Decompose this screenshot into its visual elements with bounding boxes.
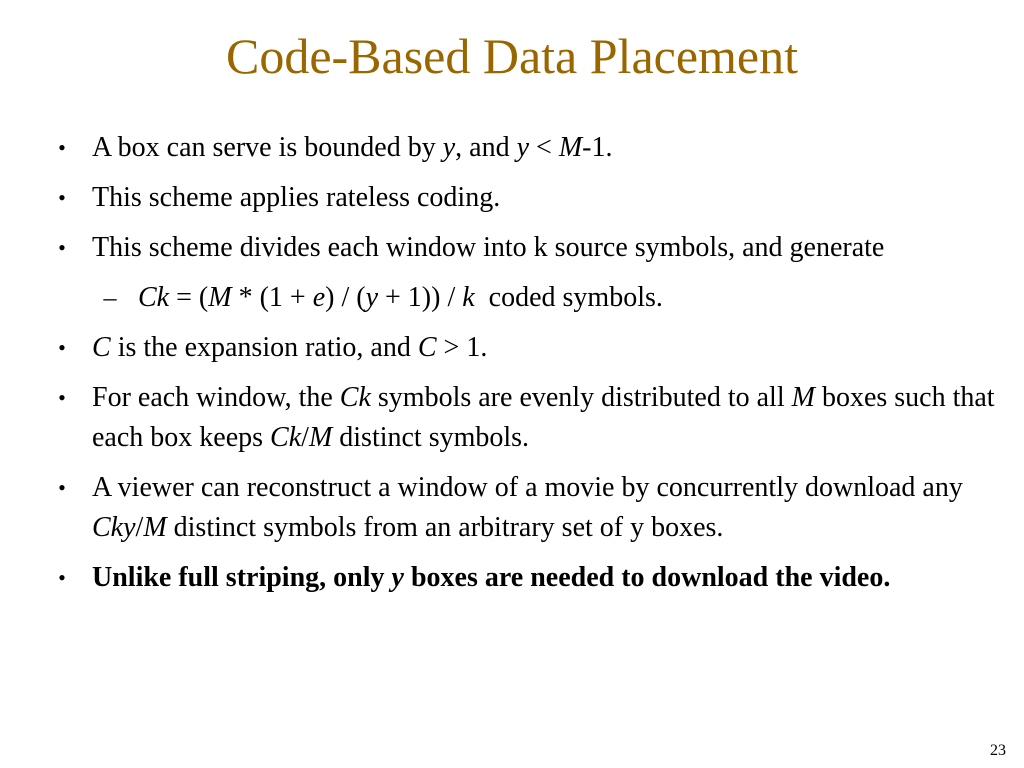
text-run: = (: [169, 282, 209, 313]
text-run: * (1 +: [231, 282, 313, 313]
text-run: distinct symbols.: [332, 422, 530, 453]
text-run-italic: e: [312, 282, 326, 313]
text-run: This scheme divides each window into k source symbols, and generate: [92, 232, 885, 263]
bullet-item: [0, 178, 1000, 218]
bullet-item: [0, 468, 1000, 548]
bullet-item-emphasis: [0, 558, 1000, 598]
bullet-list: [0, 128, 1000, 608]
text-run: distinct symbols from an arbitrary set of y boxes.: [166, 512, 724, 543]
sub-bullet-item: [0, 278, 1000, 318]
text-run-italic: M: [208, 282, 232, 313]
bullet-text: [92, 132, 612, 163]
text-run-italic: y: [391, 562, 404, 593]
text-run: -1.: [582, 132, 613, 163]
bullet-text: [92, 232, 884, 263]
text-run: ) / (: [325, 282, 366, 313]
bullet-marker: •: [58, 565, 66, 590]
bullet-marker: •: [58, 235, 66, 260]
text-run-italic: M: [308, 422, 333, 453]
text-run: boxes such that each box keeps: [92, 382, 995, 453]
text-run-italic: M: [143, 512, 167, 543]
text-run: <: [529, 132, 559, 163]
bullet-item: [0, 328, 1000, 368]
text-run-italic: C: [417, 332, 437, 363]
text-run: boxes are needed to download the video.: [403, 562, 891, 593]
bullet-text: [92, 182, 500, 213]
text-run-italic: C: [92, 332, 111, 363]
text-run: , and: [455, 132, 517, 163]
text-run-italic: k: [462, 282, 475, 313]
bullet-marker: •: [58, 475, 66, 500]
bullet-marker: •: [58, 335, 66, 360]
slide-title: Code-Based Data Placement: [225, 28, 799, 84]
text-run: coded symbols.: [474, 282, 663, 313]
bullet-item: [0, 228, 1000, 268]
text-run-italic: y: [365, 282, 378, 313]
text-run: > 1.: [436, 332, 488, 363]
bullet-marker: •: [58, 135, 66, 160]
text-run-italic: Cky: [92, 512, 136, 543]
bullet-item: [0, 128, 1000, 168]
bullet-text: [138, 282, 663, 313]
text-run: is the expansion ratio, and: [110, 332, 418, 363]
text-run-italic: y: [516, 132, 530, 163]
bullet-marker: •: [58, 385, 66, 410]
bullet-item: [0, 378, 1000, 458]
text-run: A box can serve is bounded by: [92, 132, 443, 163]
text-run-italic: Ck: [339, 382, 371, 413]
bullet-text: [92, 332, 487, 363]
page-number: 23: [990, 742, 1006, 759]
text-run: /: [135, 512, 144, 543]
dash-marker: –: [103, 283, 117, 312]
text-run-italic: y: [442, 132, 456, 163]
bullet-text: [92, 472, 963, 543]
bullet-text: [92, 562, 890, 593]
text-run: + 1)) /: [378, 282, 463, 313]
text-run-italic: Ck: [270, 422, 302, 453]
text-run: symbols are evenly distributed to all: [370, 382, 792, 413]
text-run-italic: Ck: [138, 282, 170, 313]
text-run-italic: M: [791, 382, 815, 413]
text-run: For each window, the: [92, 382, 340, 413]
text-run: A viewer can reconstruct a window of a movie by concurrently download any: [92, 472, 963, 503]
text-run: This scheme applies rateless coding.: [92, 182, 501, 213]
text-run: Unlike full striping, only: [92, 562, 392, 593]
text-run-italic: M: [558, 132, 583, 163]
bullet-text: [92, 382, 995, 453]
text-run: /: [301, 422, 309, 453]
bullet-marker: •: [58, 185, 66, 210]
